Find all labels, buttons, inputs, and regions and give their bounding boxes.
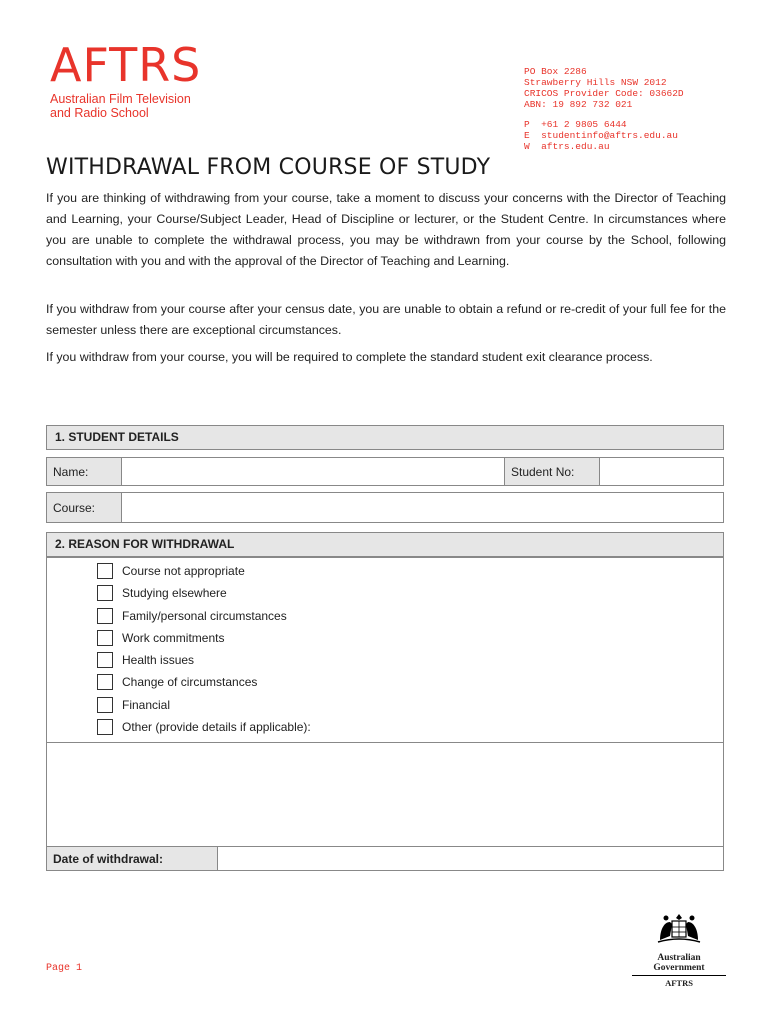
other-details-area[interactable] (46, 742, 724, 847)
course-label: Course: (47, 493, 122, 522)
date-row (46, 846, 724, 871)
address-line-2: Strawberry Hills NSW 2012 (524, 77, 667, 88)
checkbox[interactable] (97, 585, 113, 601)
checkbox[interactable] (97, 608, 113, 624)
email: E studentinfo@aftrs.edu.au (524, 130, 678, 141)
option-label: Other (provide details if applicable): (122, 720, 311, 734)
checkbox[interactable] (97, 697, 113, 713)
checkbox[interactable] (97, 719, 113, 735)
option-financial[interactable] (97, 696, 170, 714)
logo-line-2: and Radio School (50, 106, 149, 120)
name-row (46, 457, 724, 486)
course-field[interactable] (122, 493, 723, 522)
section-2-header: 2. REASON FOR WITHDRAWAL (46, 532, 724, 557)
option-work-commitments[interactable] (97, 629, 224, 647)
option-label: Studying elsewhere (122, 586, 227, 600)
date-label: Date of withdrawal: (47, 847, 218, 870)
option-health-issues[interactable] (97, 651, 194, 669)
option-label: Health issues (122, 653, 195, 667)
option-change-of-circumstances[interactable] (97, 673, 257, 691)
website: W aftrs.edu.au (524, 141, 610, 152)
course-row (46, 492, 724, 523)
checkbox[interactable] (97, 652, 113, 668)
logo-line-1: Australian Film Television (50, 92, 191, 106)
option-studying-elsewhere[interactable] (97, 584, 227, 602)
option-label: Family/personal circumstances (122, 609, 287, 623)
coat-of-arms-icon (654, 912, 704, 946)
australian-government-crest (632, 912, 726, 988)
address-line-1: PO Box 2286 (524, 66, 587, 77)
phone: P +61 2 9805 6444 (524, 119, 627, 130)
option-family-personal[interactable] (97, 607, 287, 625)
cricos-code: CRICOS Provider Code: 03662D (524, 88, 684, 99)
aftrs-logo (50, 38, 202, 120)
student-no-label: Student No: (505, 458, 600, 485)
option-label: Course not appropriate (122, 564, 245, 578)
intro-paragraph-3: If you withdraw from your course, you will be required to complete the standard student exit clearance process. (46, 350, 653, 364)
page-title: WITHDRAWAL FROM COURSE OF STUDY (46, 155, 491, 180)
page-number: Page 1 (46, 963, 83, 974)
option-course-not-appropriate[interactable] (97, 562, 245, 580)
gov-line-2: AFTRS (632, 975, 726, 988)
logo-wordmark: AFTRS (50, 38, 202, 92)
name-label: Name: (47, 458, 122, 485)
checkbox[interactable] (97, 630, 113, 646)
student-no-field[interactable] (600, 458, 723, 485)
gov-line-1: Australian Government (653, 953, 705, 973)
checkbox[interactable] (97, 563, 113, 579)
intro-paragraph-2: If you withdraw from your course after your census date, you are unable to obtain a refund or re-credit of your full fee for the semester unless there are exceptional circumstances. (46, 302, 726, 337)
abn: ABN: 19 892 732 021 (524, 99, 633, 110)
intro-paragraph-1: If you are thinking of withdrawing from your course, take a moment to discuss your concerns with the Director of Teaching and Learning, your Course/Subject Leader, Head of Discipline or lecturer, or the Student Centre. In circumstances where you are unable to complete the withdrawal process, you may be withdrawn from your course by the School, following consultation with you and with the approval of the Director of Teaching and Learning. (46, 191, 726, 268)
option-label: Work commitments (122, 631, 225, 645)
date-field[interactable] (218, 847, 723, 870)
contact-block (524, 66, 684, 152)
option-label: Financial (122, 698, 171, 712)
section-1-header: 1. STUDENT DETAILS (46, 425, 724, 450)
name-field[interactable] (122, 458, 505, 485)
option-label: Change of circumstances (122, 675, 258, 689)
checkbox[interactable] (97, 674, 113, 690)
option-other[interactable] (97, 718, 311, 736)
